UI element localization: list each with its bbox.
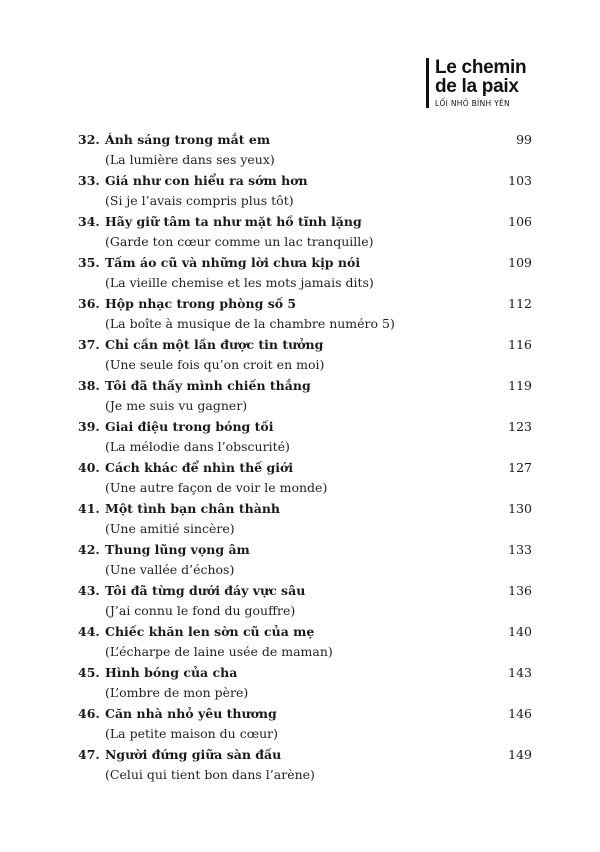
toc-entry[interactable]	[78, 334, 532, 375]
toc-entry-title: Một tình bạn chân thành	[105, 501, 281, 516]
toc-entry-page: 140	[508, 624, 532, 639]
toc-entry-number: 36.	[78, 296, 100, 311]
toc-entry-page: 136	[508, 583, 532, 598]
toc-entry-subtitle: (Une autre façon de voir le monde)	[105, 480, 328, 495]
toc-entry-number: 46.	[78, 706, 100, 721]
toc-entry-page: 127	[508, 460, 532, 475]
toc-entry-subtitle: (La mélodie dans l’obscurité)	[105, 439, 290, 454]
logo-line-1: Le chemin	[435, 57, 527, 78]
toc-entry-subtitle: (La boîte à musique de la chambre numéro 5)	[105, 316, 395, 331]
toc-entry-subtitle: (La vieille chemise et les mots jamais dits)	[105, 275, 374, 290]
toc-entry-subtitle: (La lumière dans ses yeux)	[105, 152, 275, 167]
toc-entry-number: 32.	[78, 132, 100, 147]
toc-entry-subtitle: (Celui qui tient bon dans l’arène)	[105, 767, 315, 782]
toc-entry-number: 40.	[78, 460, 100, 475]
toc-entry[interactable]	[78, 580, 532, 621]
toc-entry-title: Tấm áo cũ và những lời chưa kịp nói	[105, 255, 361, 270]
toc-entry-title: Giai điệu trong bóng tối	[105, 419, 274, 434]
toc-entry-number: 34.	[78, 214, 100, 229]
toc-entry-subtitle: (Garde ton cœur comme un lac tranquille)	[105, 234, 374, 249]
toc-entry-number: 45.	[78, 665, 100, 680]
toc-entry-page: 112	[508, 296, 532, 311]
toc-entry[interactable]	[78, 457, 532, 498]
toc-entry-number: 39.	[78, 419, 100, 434]
toc-entry-page: 146	[508, 706, 532, 721]
toc-entry-title: Thung lũng vọng âm	[105, 542, 250, 557]
toc-entry[interactable]	[78, 744, 532, 785]
toc-entry-number: 47.	[78, 747, 100, 762]
toc-entry[interactable]	[78, 293, 532, 334]
toc-entry-title: Căn nhà nhỏ yêu thương	[105, 706, 277, 721]
toc-entry-number: 33.	[78, 173, 100, 188]
toc-entry-number: 42.	[78, 542, 100, 557]
toc-entry-title: Cách khác để nhìn thế giới	[105, 460, 294, 475]
toc-entry-title: Chỉ cần một lần được tin tưởng	[105, 337, 324, 352]
toc-entry[interactable]	[78, 621, 532, 662]
toc-entry-subtitle: (L’écharpe de laine usée de maman)	[105, 644, 333, 659]
toc-entry-subtitle: (L’ombre de mon père)	[105, 685, 249, 700]
toc-entry-subtitle: (Je me suis vu gagner)	[105, 398, 248, 413]
toc-entry-title: Chiếc khăn len sờn cũ của mẹ	[105, 624, 315, 639]
toc-entry[interactable]	[78, 416, 532, 457]
toc-entry-page: 109	[508, 255, 532, 270]
toc-entry-number: 38.	[78, 378, 100, 393]
toc-entry-subtitle: (La petite maison du cœur)	[105, 726, 278, 741]
toc-entry-page: 143	[508, 665, 532, 680]
toc-entry[interactable]	[78, 129, 532, 170]
toc-entry-subtitle: (J’ai connu le fond du gouffre)	[105, 603, 296, 618]
table-of-contents	[78, 129, 532, 785]
toc-entry-page: 123	[508, 419, 532, 434]
toc-entry-number: 41.	[78, 501, 100, 516]
toc-entry-page: 103	[508, 173, 532, 188]
toc-entry[interactable]	[78, 703, 532, 744]
toc-entry-page: 116	[508, 337, 532, 352]
toc-entry-page: 133	[508, 542, 532, 557]
toc-entry-page: 99	[516, 132, 532, 147]
toc-entry-page: 130	[508, 501, 532, 516]
toc-entry-subtitle: (Si je l’avais compris plus tôt)	[105, 193, 294, 208]
toc-entry[interactable]	[78, 170, 532, 211]
toc-entry-number: 37.	[78, 337, 100, 352]
toc-entry-title: Hình bóng của cha	[105, 665, 238, 680]
toc-entry-title: Ánh sáng trong mắt em	[105, 132, 271, 147]
toc-entry-title: Tôi đã thấy mình chiến thắng	[105, 378, 311, 393]
toc-entry-title: Người đứng giữa sàn đấu	[105, 747, 282, 762]
toc-entry[interactable]	[78, 662, 532, 703]
toc-entry-title: Hộp nhạc trong phòng số 5	[105, 296, 297, 311]
toc-entry[interactable]	[78, 498, 532, 539]
toc-entry-subtitle: (Une amitié sincère)	[105, 521, 235, 536]
logo-subtitle: LỐI NHỎ BÌNH YÊN	[435, 99, 510, 108]
toc-entry-page: 149	[508, 747, 532, 762]
toc-entry-title: Hãy giữ tâm ta như mặt hồ tĩnh lặng	[105, 214, 362, 229]
book-logo	[426, 58, 526, 108]
toc-entry[interactable]	[78, 539, 532, 580]
toc-entry[interactable]	[78, 252, 532, 293]
toc-entry-subtitle: (Une seule fois qu’on croit en moi)	[105, 357, 325, 372]
logo-line-2: de la paix	[435, 76, 519, 97]
toc-entry-subtitle: (Une vallée d’échos)	[105, 562, 235, 577]
toc-entry-title: Tôi đã từng dưới đáy vực sâu	[105, 583, 306, 598]
toc-entry[interactable]	[78, 211, 532, 252]
toc-entry-number: 35.	[78, 255, 100, 270]
toc-entry-number: 44.	[78, 624, 100, 639]
toc-entry-page: 119	[508, 378, 532, 393]
toc-entry-title: Giá như con hiểu ra sớm hơn	[105, 173, 308, 188]
toc-entry-number: 43.	[78, 583, 100, 598]
toc-entry-page: 106	[508, 214, 532, 229]
toc-entry[interactable]	[78, 375, 532, 416]
